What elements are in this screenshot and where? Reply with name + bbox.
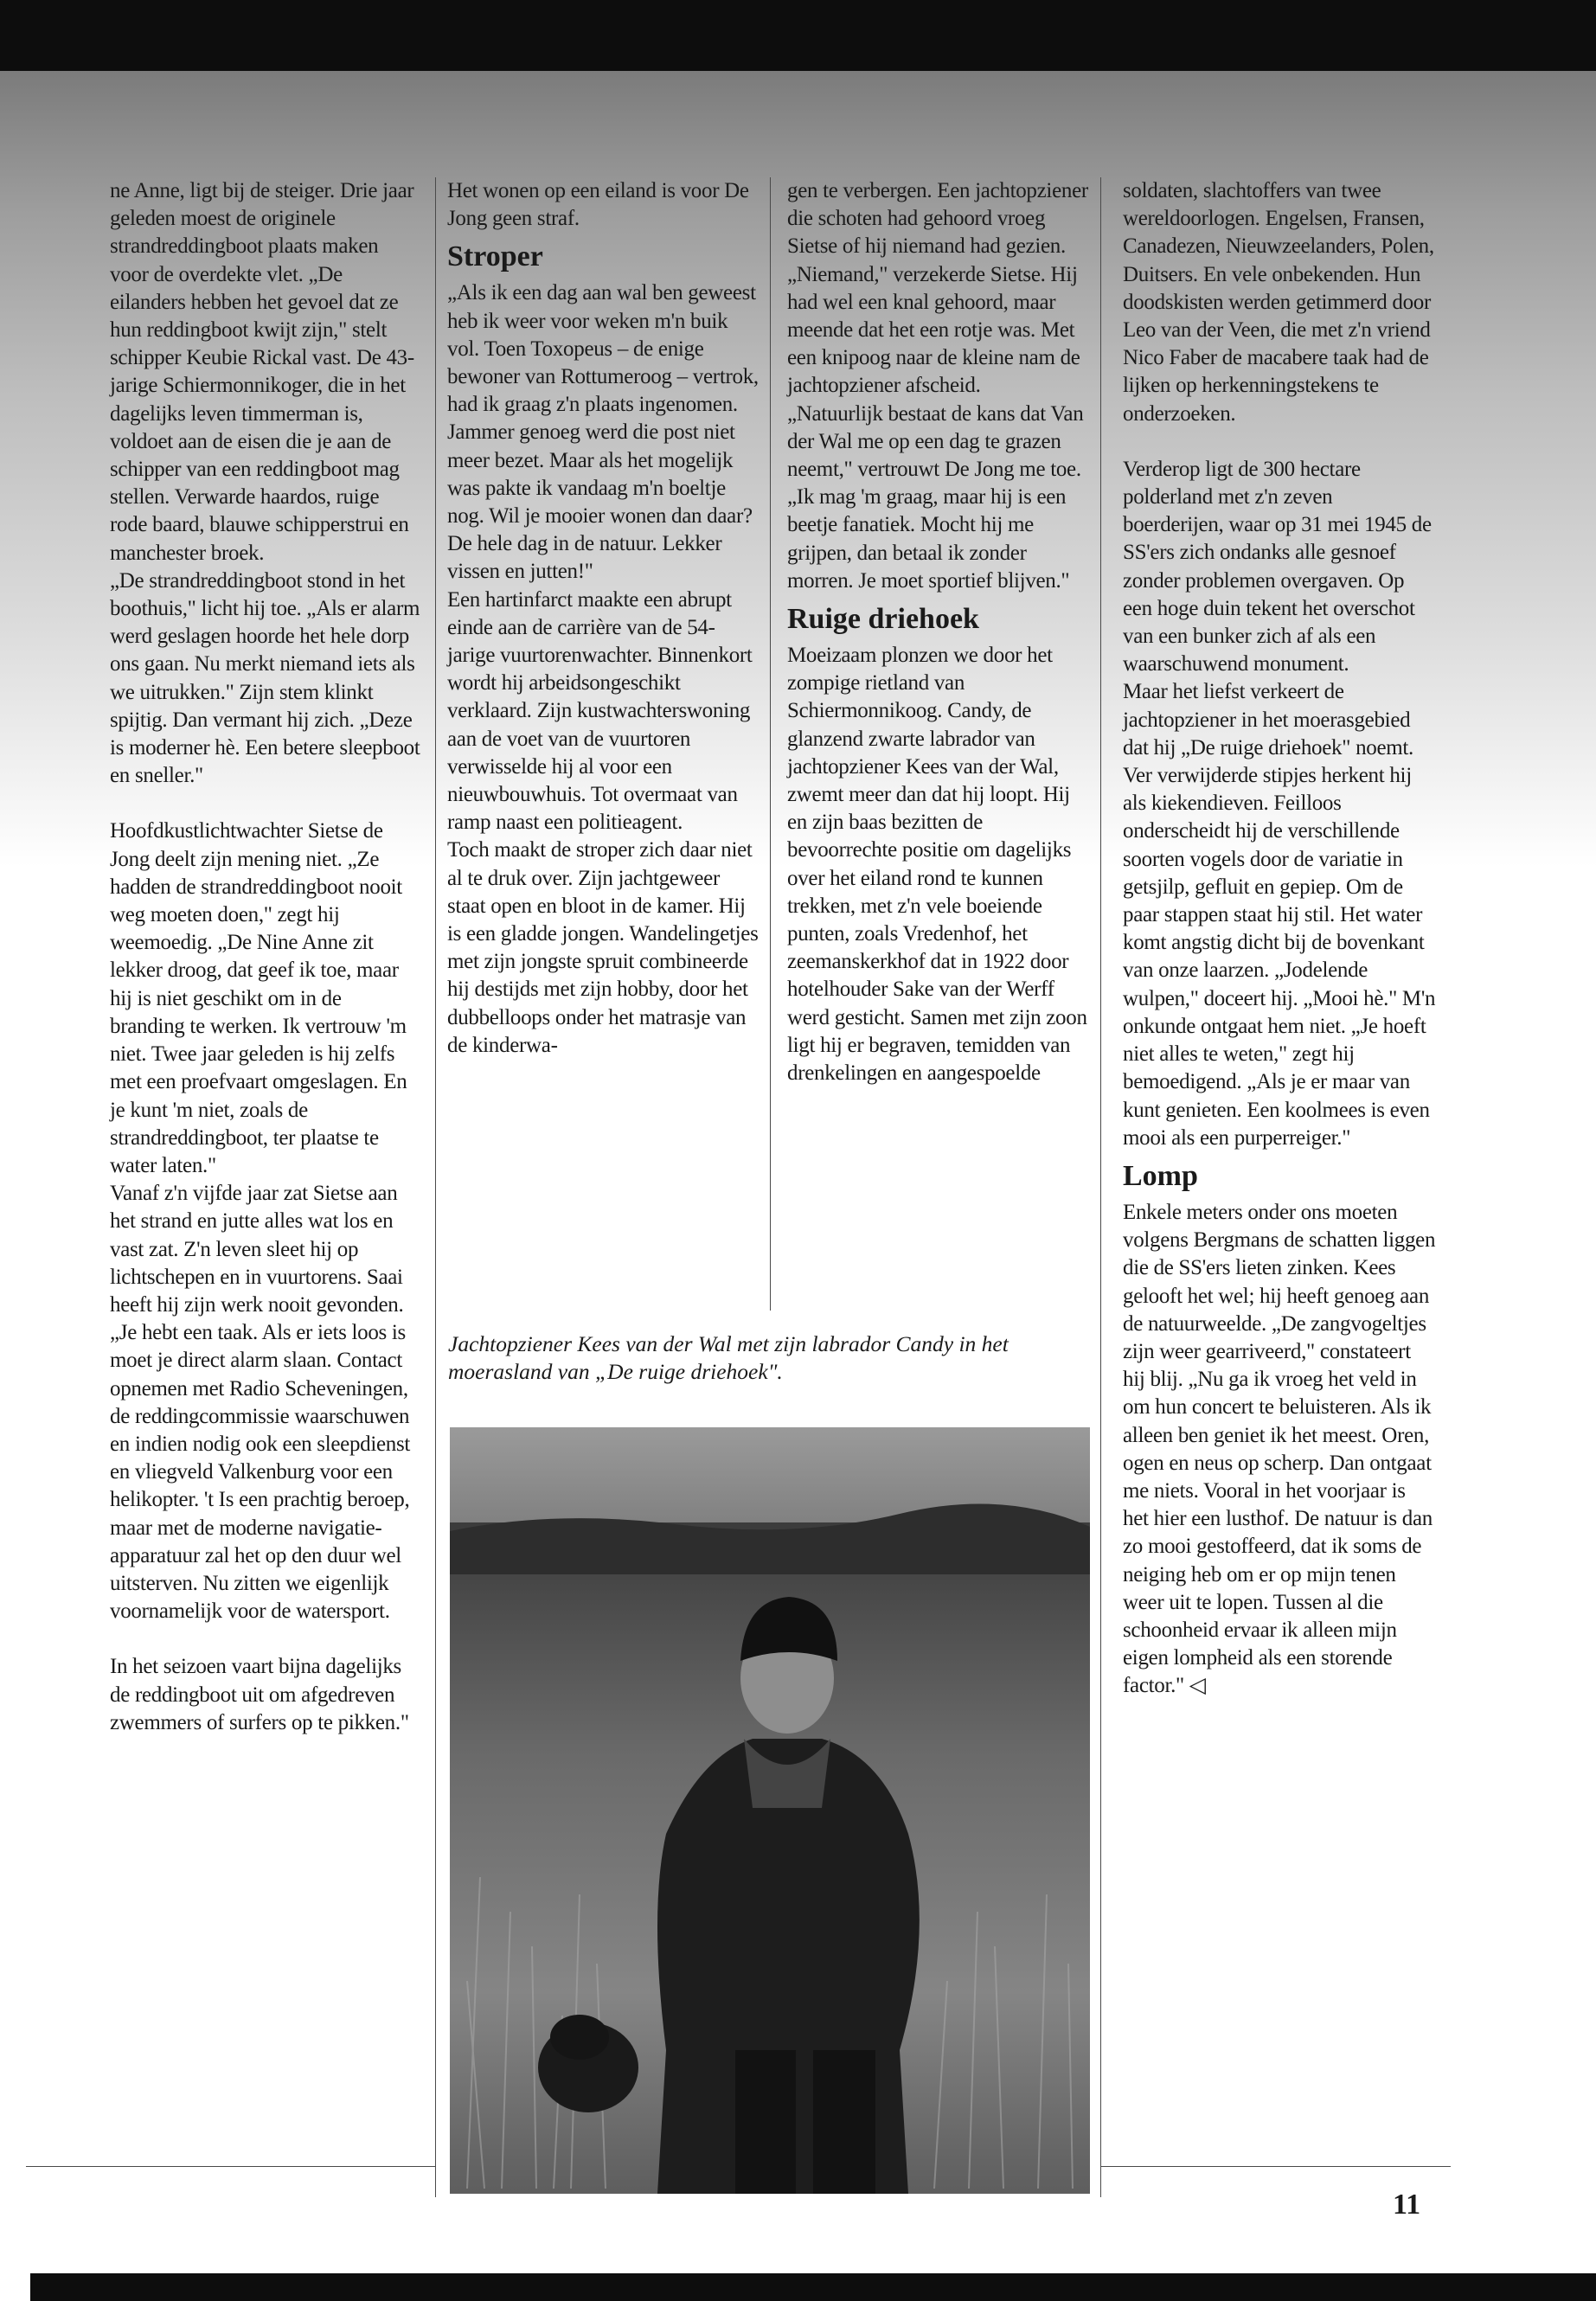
photo-gamekeeper-with-dog xyxy=(450,1427,1090,2194)
body-paragraph: „Natuurlijk bestaat de kans dat Van der Wal me op een dag te grazen neemt," vertrouwt De Jong me toe. „Ik mag 'm graag, maar hij is een beetje fanatiek. Mocht hij me grijpen, dan betaal ik zonder morren. Je moet sportief blijven." xyxy=(787,401,1084,593)
body-paragraph: Toch maakt de stroper zich daar niet al te druk over. Zijn jachtgeweer staat open en bloot in de kamer. Hij is een gladde jongen. Wandelingetjes met zijn jongste spruit combineerde hij destijds met zijn hobby, door het dubbelloops onder het matrasje van de kinderwa- xyxy=(447,838,759,1057)
paragraph-spacer xyxy=(110,790,421,817)
column-rule xyxy=(435,177,436,2197)
body-paragraph: Moeizaam plonzen we door het zompige rietland van Schiermonnikoog. Candy, de glanzend zwarte labrador van jachtopziener Kees van der Wal, zwemt meer dan dat hij loopt. Hij en zijn baas bezitten de bevoorrechte positie om dagelijks over het eiland rond te kunnen trekken, met z'n vele boeiende punten, zoals Vredenhof, het zeemanskerkhof dat in 1922 door hotelhouder Sake van der Werff werd gesticht. Samen met zijn zoon ligt hij er begraven, temidden van drenkelingen en aangespoelde xyxy=(787,644,1087,1086)
article-column-2 xyxy=(447,177,760,1060)
body-paragraph: „De strandreddingboot stond in het boothuis," licht hij toe. „Als er alarm werd geslagen hoorde het hele dorp ons gaan. Nu merkt niemand iets als we uitrukken." Zijn stem klinkt spijtig. Dan vermant hij zich. „Deze is moderner hè. Een betere sleepboot en sneller." xyxy=(110,568,420,788)
paragraph-spacer xyxy=(110,1625,421,1653)
article-column-3 xyxy=(787,177,1092,1087)
section-heading: Ruige driehoek xyxy=(787,603,979,636)
column-rule xyxy=(770,177,771,1311)
article-column-4 xyxy=(1123,177,1436,1701)
body-paragraph: Verderop ligt de 300 hectare polderland met z'n zeven boerderijen, waar op 31 mei 1945 de SS'ers zich ondanks alle gesnoef zonder problemen overgaven. Op een hoge duin tekent het overschot van een bunker zich af als een waarschuwend monument. xyxy=(1123,457,1432,676)
body-paragraph: Enkele meters onder ons moeten volgens Bergmans de schatten liggen die de SS'ers lieten zinken. Kees gelooft het wel; hij heeft genoeg aan de natuurweelde. „De zangvogeltjes zijn weer gearriveerd," constateert hij blij. „Nu ga ik vroeg het veld in om hun concert te beluisteren. Als ik alleen ben geniet ik het meest. Oren, ogen en neus op scherp. Dan ontgaat me niets. Vooral in het voorjaar is het hier een lusthof. De natuur is dan zo mooi gestoffeerd, dat ik soms de neiging heb om er op mijn tenen weer uit te lopen. Tussen al die schoonheid ervaar ik alleen mijn eigen lompheid als een storende factor." ◁ xyxy=(1123,1200,1436,1698)
bottom-scan-border xyxy=(30,2273,1596,2301)
bottom-rule-left xyxy=(26,2166,436,2167)
body-paragraph: ne Anne, ligt bij de steiger. Drie jaar geleden moest de originele strandreddingboot plaats maken voor de overdekte vlet. „De eilanders hebben het gevoel dat ze hun reddingboot kwijt zijn," stelt schipper Keubie Rickal vast. De 43-jarige Schiermonnikoger, die in het dagelijks leven timmerman is, voldoet aan de eisen die je aan de schipper van een reddingboot mag stellen. Verwarde haardos, ruige rode baard, blauwe schipperstrui en manchester broek. xyxy=(110,179,414,565)
body-paragraph: In het seizoen vaart bijna dagelijks de reddingboot uit om afgedreven zwemmers of surfers op te pikken." xyxy=(110,1655,409,1734)
top-scan-border xyxy=(0,0,1596,71)
photo-caption: Jachtopziener Kees van der Wal met zijn labrador Candy in het moerasland van „De ruige driehoek". xyxy=(448,1331,1009,1384)
body-paragraph: Een hartinfarct maakte een abrupt einde aan de carrière van de 54-jarige vuurtorenwachter. Binnenkort wordt hij arbeidsongeschikt verklaard. Zijn kustwachterswoning aan de voet van de vuurtoren verwisselde hij al voor een nieuwbouwhuis. Tot overmaat van ramp naast een politieagent. xyxy=(447,587,753,835)
bottom-rule-right xyxy=(1100,2166,1451,2167)
column-rule xyxy=(1100,177,1101,2197)
body-paragraph: gen te verbergen. Een jachtopziener die schoten had gehoord vroeg Sietse of hij niemand had gezien. „Niemand," verzekerde Sietse. Hij had wel een knal gehoord, maar meende dat het een rotje was. Met een knipoog naar de kleine nam de jachtopziener afscheid. xyxy=(787,179,1088,398)
body-paragraph: Het wonen op een eiland is voor De Jong geen straf. xyxy=(447,179,749,231)
paragraph-spacer xyxy=(1123,428,1436,456)
body-paragraph: „Als ik een dag aan wal ben geweest heb ik weer voor weken m'n buik vol. Toen Toxopeus – de enige bewoner van Rottumeroog – vertrok, had ik graag z'n plaats ingenomen. Jammer genoeg werd die post niet meer bezet. Maar als het mogelijk was pakte ik vandaag m'n boeltje nog. Wil je mooier wonen dan daar? De hele dag in de natuur. Lekker vissen en jutten!" xyxy=(447,281,759,584)
body-paragraph: Vanaf z'n vijfde jaar zat Sietse aan het strand en jutte alles wat los en vast zat. Z'n leven sleet hij op lichtschepen en in vuurtorens. Saai heeft hij zijn werk nooit gevonden. „Je hebt een taak. Als er iets loos is moet je direct alarm slaan. Contact opnemen met Radio Scheveningen, de reddingcommissie waarschuwen en indien nodig ook een sleepdienst en vliegveld Valkenburg voor een helikopter. 't Is een prachtig beroep, maar met de moderne navigatie-apparatuur zal het op den duur wel uitsterven. Nu zitten we eigenlijk voornamelijk voor de watersport. xyxy=(110,1182,411,1624)
article-column-1 xyxy=(110,177,421,1737)
body-paragraph: Maar het liefst verkeert de jachtopziener in het moerasgebied dat hij „De ruige driehoek" noemt. Ver verwijderde stipjes herkent hij als kiekendieven. Feilloos onderscheidt hij de verschillende soorten vogels door de variatie in getsjilp, gefluit en gepiep. Om de paar stappen staat hij stil. Het water komt angstig dicht bij de bovenkant van onze laarzen. „Jodelende wulpen," doceert hij. „Mooi hè." M'n onkunde ontgaat hem niet. „Je hoeft niet alles te weten," zegt hij bemoedigend. „Als je er maar van kunt genieten. Een koolmees is even mooi als een purperreiger." xyxy=(1123,680,1436,1150)
body-paragraph: Hoofdkustlichtwachter Sietse de Jong deelt zijn mening niet. „Ze hadden de strandreddingboot nooit weg moeten doen," zegt hij weemoedig. „De Nine Anne zit lekker droog, dat geef ik toe, maar hij is niet geschikt om in de branding te werken. Ik vertrouw 'm niet. Twee jaar geleden is hij zelfs met een proefvaart omgeslagen. En je kunt 'm niet, zoals de strandreddingboot, ter plaatse te water laten." xyxy=(110,819,407,1177)
page-number: 11 xyxy=(1393,2189,1421,2221)
section-heading: Stroper xyxy=(447,240,543,273)
section-heading: Lomp xyxy=(1123,1159,1198,1192)
body-paragraph: soldaten, slachtoffers van twee wereldoorlogen. Engelsen, Fransen, Canadezen, Nieuwzeelanders, Polen, Duitsers. En vele onbekenden. Hun doodskisten werden getimmerd door Leo van der Veen, die met z'n vriend Nico Faber de macabere taak had de lijken op herkenningstekens te onderzoeken. xyxy=(1123,179,1434,426)
